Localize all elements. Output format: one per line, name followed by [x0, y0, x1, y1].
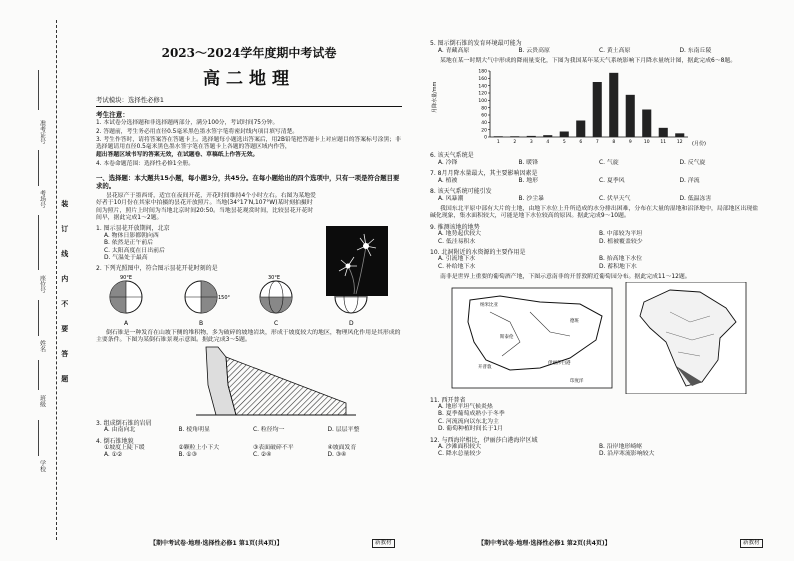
chart-y-tick: 100 [478, 99, 487, 105]
question-7: 7. 8月月降水量最大，其主要影响因素是 [430, 170, 538, 178]
q11-option[interactable]: B. 夏季葡萄成熟小于冬季 [438, 411, 505, 418]
question-1: 1. 图示昙花开放期间，北京 [96, 225, 170, 233]
passage-5: 南非是世界上重要的葡萄酒产地，下图示意南非的开普敦附近葡萄园分布。据此完成11～12题。 [440, 274, 691, 281]
notice-item: 3. 考生作答时，请将答案答在答题卡上。选择题每小题选出答案后，用2B铅笔把答题卡上对应题目的答案标号涂黑；非选择题请用直径0.5毫米黑色墨水签字笔在答题卡上各题的答题区域内作答， [96, 136, 401, 151]
question-3: 3. 组成倒石锥的岩屑 [96, 419, 152, 427]
question-10: 10. 北洞附近的水资源的主要作用是 [430, 248, 526, 256]
q8-option[interactable]: C. 伏旱天气 [599, 195, 631, 202]
question-6: 6. 该天气系统是 [430, 152, 474, 160]
q12-options [430, 444, 760, 459]
chart-bar [560, 132, 569, 138]
chart-y-tick: 80 [481, 106, 487, 112]
notice-item: 2. 答题前，考生务必用直径0.5毫米黑色墨水签字笔将密封线内项目填写清楚。 [96, 128, 299, 135]
binding-notice-char: 要 [60, 325, 69, 332]
question-2: 2. 下列光照图中，符合图示昙花开花时刻的是 [96, 265, 218, 273]
question-4: 4. 倒石锥地貌 [96, 437, 134, 445]
section-heading: 一、选择题：本大题共15小题，每小题3分，共45分。在每小题给出的四个选项中，只有一项是符合题目要求的。 [96, 173, 400, 190]
binding-field[interactable] [38, 360, 39, 390]
q4-option[interactable]: B. ①③ [178, 452, 197, 459]
binding-notice-char: 装 [60, 200, 69, 207]
q8-option[interactable]: A. 风暴潮 [438, 195, 464, 202]
map-row [430, 282, 760, 394]
binding-field[interactable] [38, 70, 39, 110]
degree-label: 30°E [268, 274, 281, 281]
binding-field[interactable] [38, 300, 39, 336]
map-label: 印度洋 [570, 378, 584, 384]
chart-x-tick: 6 [579, 140, 583, 146]
q5-option[interactable]: A. 青藏高原 [438, 47, 470, 54]
q10-option[interactable]: A. 引流地下水 [438, 256, 476, 263]
chart-x-tick: 5 [562, 140, 566, 146]
q4-option[interactable]: C. ②④ [253, 452, 272, 459]
chart-x-tick: 1 [496, 140, 500, 146]
chart-y-tick: 120 [478, 91, 487, 97]
q6-option[interactable]: A. 冷锋 [438, 159, 458, 166]
notice-item-bold: 超出答题区域书写的答案无效，在试题卷、草稿纸上作答无效。 [96, 152, 259, 159]
south-africa-map [430, 282, 760, 394]
q7-options [430, 178, 760, 185]
option-label: D [349, 319, 354, 327]
q5-option[interactable]: C. 黄土高原 [599, 47, 631, 54]
question-11: 11. 西开普省 [430, 396, 466, 404]
flower-image [326, 226, 388, 296]
binding-field[interactable] [38, 150, 39, 186]
q9-option[interactable]: C. 低洼易积水 [438, 238, 476, 245]
q5-option[interactable]: D. 东南丘陵 [679, 47, 712, 54]
notice-item: 4. 本卷命题范围：选择性必修1全册。 [96, 160, 195, 167]
chart-bar [576, 121, 585, 138]
chart-y-tick: 40 [481, 121, 487, 127]
passage-2: 倒石锥是一种发育在山坡下侧的堆积物，多为破碎的坡地岩块，形成于坡度较大的地区，物理风化作用是其形成的主要条件。下图为某倒石锥景观示意图。据此完成3～5题。 [96, 329, 401, 344]
q9-options [430, 231, 760, 246]
diagram-b[interactable] [185, 281, 217, 313]
exam-subject: 高二地理 [203, 69, 295, 89]
q9-option[interactable]: D. 植被覆盖较少 [599, 238, 643, 245]
question-12: 12. 与西海岸相比，伊丽莎白港海岸区域 [430, 436, 538, 444]
question-8: 8. 该天气系统可能引发 [430, 188, 492, 195]
talus-figure-row [96, 345, 402, 417]
q1-option[interactable]: A. 物体日影都朝向西 [104, 232, 159, 239]
q6-option[interactable]: B. 暖锋 [518, 159, 539, 166]
binding-margin [0, 0, 70, 561]
binding-label-zwh: 座位号 [38, 275, 46, 293]
q4-option[interactable]: A. ①② [104, 452, 123, 459]
chart-y-tick: 60 [481, 113, 487, 119]
left-footer: 【期中考试卷·地理·选择性必修1 第1页(共4页)】 [150, 540, 283, 547]
q4-statements [96, 445, 402, 452]
left-edition-tag: 新教材 [372, 539, 395, 548]
chart-y-tick: 0 [484, 135, 487, 141]
q4-option[interactable]: D. ③④ [327, 452, 347, 459]
q3-option[interactable]: C. 粒径均一 [253, 427, 285, 434]
q10-option[interactable]: B. 抬高地下水位 [599, 256, 643, 263]
notice-item: 1. 本试卷分选择题和非选择题两部分，满分100分，考试时间75分钟。 [96, 120, 279, 127]
binding-notice-char: 答 [60, 350, 69, 357]
chart-bar [593, 82, 602, 137]
degree-label: 150° [218, 294, 231, 301]
chart-x-tick: 8 [612, 140, 616, 146]
chart-x-tick: 2 [513, 140, 517, 146]
map-label: 伊丽莎白港 [548, 360, 571, 366]
binding-label-name: 姓名 [38, 340, 46, 352]
chart-y-tick: 20 [481, 128, 487, 134]
q7-option[interactable]: C. 夏季风 [599, 177, 625, 184]
chart-xlabel: (月份) [692, 141, 706, 148]
chart-y-tick: 160 [478, 77, 487, 83]
q3-option[interactable]: A. 由南向北 [104, 427, 136, 434]
binding-field[interactable] [38, 215, 39, 270]
binding-notice-char: 订 [60, 225, 69, 232]
chart-x-tick: 11 [660, 140, 667, 146]
binding-label-school: 学校 [38, 460, 46, 472]
binding-cut-line [56, 20, 57, 540]
q4-statement: ②颗粒上小下大 [178, 445, 220, 452]
chart-y-tick: 180 [478, 69, 487, 75]
chart-x-tick: 3 [529, 140, 533, 146]
q5-options [430, 48, 760, 55]
q7-option[interactable]: B. 地形 [518, 177, 539, 184]
binding-field[interactable] [38, 420, 39, 456]
diagram-c[interactable] [260, 281, 292, 313]
q7-option[interactable]: D. 洋流 [679, 177, 700, 184]
binding-label-zkzh: 准考证号 [38, 120, 46, 144]
map-label: 德班 [570, 318, 579, 324]
right-column [430, 40, 760, 459]
q4-statement: ④坡面发育 [327, 445, 357, 452]
q8-options [430, 196, 760, 203]
q1-option[interactable]: C. 太阳高度在日出前后 [104, 247, 165, 254]
q11-option[interactable]: C. 河流流向以东北为主 [438, 418, 499, 425]
degree-label: 90°E [120, 274, 133, 281]
binding-label-kch: 考场号 [38, 190, 46, 208]
precip-chart-row [430, 65, 760, 149]
option-label: C [274, 319, 279, 327]
q3-option[interactable]: B. 棱角明显 [178, 427, 210, 434]
chart-bar [527, 136, 536, 137]
chart-bar [642, 110, 651, 138]
q4-statement: ③表面破碎不平 [253, 445, 294, 452]
chart-ylabel: 月降水量/mm [432, 81, 438, 114]
binding-notice-char: 内 [60, 275, 69, 282]
chart-bar [494, 137, 503, 138]
notice-list [96, 120, 402, 167]
q4-options [96, 452, 402, 459]
binding-label-class: 班级 [38, 395, 46, 407]
passage-4: 我国东北平原中部有大片的土地，由地下水位上升所造成的水分排出困难，分布在大量的湿地和沼泽地中，局部地区出现盐碱化现象，集水面积较大，可能是地下水位较高的原因。据此完成9～10题。 [430, 205, 759, 220]
precipitation-chart [430, 65, 760, 149]
q3-options [96, 427, 402, 434]
chart-x-tick: 7 [595, 140, 599, 146]
right-edition-tag: 新教材 [740, 539, 763, 548]
chart-x-tick: 12 [676, 140, 683, 146]
diagram-a[interactable] [110, 281, 142, 313]
q9-option[interactable]: B. 中部较为平坦 [599, 231, 643, 238]
q12-option[interactable]: A. 沙滩面积较大 [438, 444, 482, 450]
q5-option[interactable]: B. 云贵高原 [518, 47, 550, 54]
q11-option[interactable]: A. 地形平坦气候炎热 [438, 404, 493, 410]
exam-scope: 考试模块：选择性必修1 [96, 96, 402, 107]
chart-x-tick: 9 [628, 140, 632, 146]
q8-option[interactable]: B. 沙尘暴 [518, 195, 544, 202]
binding-notice-char: 题 [60, 375, 69, 382]
q1-option[interactable]: B. 依然是正午前后 [104, 240, 154, 247]
chart-x-tick: 4 [546, 140, 550, 146]
chart-bar [659, 128, 668, 137]
chart-bar [609, 73, 618, 137]
passage-3: 某地在某一时期大气中形成的降雨量变化，下图为我国某年某天气系统影响下月降水量统计图，据此完成6～8题。 [440, 57, 737, 64]
q4-statement: ①坡度上陡下缓 [104, 445, 145, 452]
q10-option[interactable]: C. 补给地下水 [438, 263, 476, 270]
chart-x-tick: 10 [643, 140, 650, 146]
map-label: 斯泰伦 [500, 334, 514, 340]
binding-notice-char: 不 [60, 300, 69, 307]
right-footer: 【期中考试卷·地理·选择性必修1 第2页(共4页)】 [478, 540, 611, 547]
q7-option[interactable]: A. 植被 [438, 177, 458, 184]
q1-option[interactable]: D. 气温处于最高 [104, 255, 148, 262]
question-9: 9. 推测该地的地势 [430, 223, 480, 231]
map-label: 纳米比亚 [480, 302, 498, 308]
q12-option[interactable]: B. 沿岸地形崎岖 [599, 444, 643, 450]
chart-bar [543, 135, 552, 137]
q6-option[interactable]: D. 反气旋 [679, 159, 706, 166]
q12-option[interactable]: C. 降水总量较少 [438, 451, 482, 458]
q6-options [430, 160, 760, 167]
q11-option[interactable]: D. 葡萄种植时间长于1月 [438, 426, 504, 433]
q9-option[interactable]: A. 地势起伏较大 [438, 231, 482, 238]
passage-1: 昙花原产于墨西哥，适宜在夜间开花，开花时间维持4个小时左右。右图为某地爱好者于10月份在其家中拍摄的昙花开放照片。当地(34°17′N,107°W)某时刻拍摄时间为照片，照片上时间为当地北京时间20:50。当地昙花观赏时间，比较昙花开花时间早，据此完成1～2题。 [96, 192, 316, 222]
q10-option[interactable]: D. 蓄积地下水 [599, 263, 637, 270]
binding-notice-char: 线 [60, 250, 69, 257]
talus-cone-figure [96, 345, 402, 417]
chart-y-tick: 140 [478, 84, 487, 90]
q3-option[interactable]: D. 层层平整 [327, 427, 360, 434]
q6-option[interactable]: C. 气旋 [599, 159, 619, 166]
chart-bar [675, 134, 684, 138]
q8-option[interactable]: D. 低温冻害 [679, 195, 712, 202]
option-label: A [124, 319, 129, 327]
q12-option[interactable]: D. 沿岸寒流影响较大 [599, 451, 655, 458]
exam-title: 2023～2024学年度期中考试卷 [161, 46, 337, 60]
chart-bar [510, 137, 519, 138]
notice-heading: 考生注意： [96, 111, 129, 120]
q10-options [430, 256, 760, 271]
epiphyllum-photo [326, 226, 388, 296]
map-label: 开普敦 [478, 364, 492, 370]
chart-bar [626, 95, 635, 137]
question-5: 5. 图示倒石锥的发育环境最可能为 [430, 40, 522, 47]
option-label: B [199, 319, 204, 327]
